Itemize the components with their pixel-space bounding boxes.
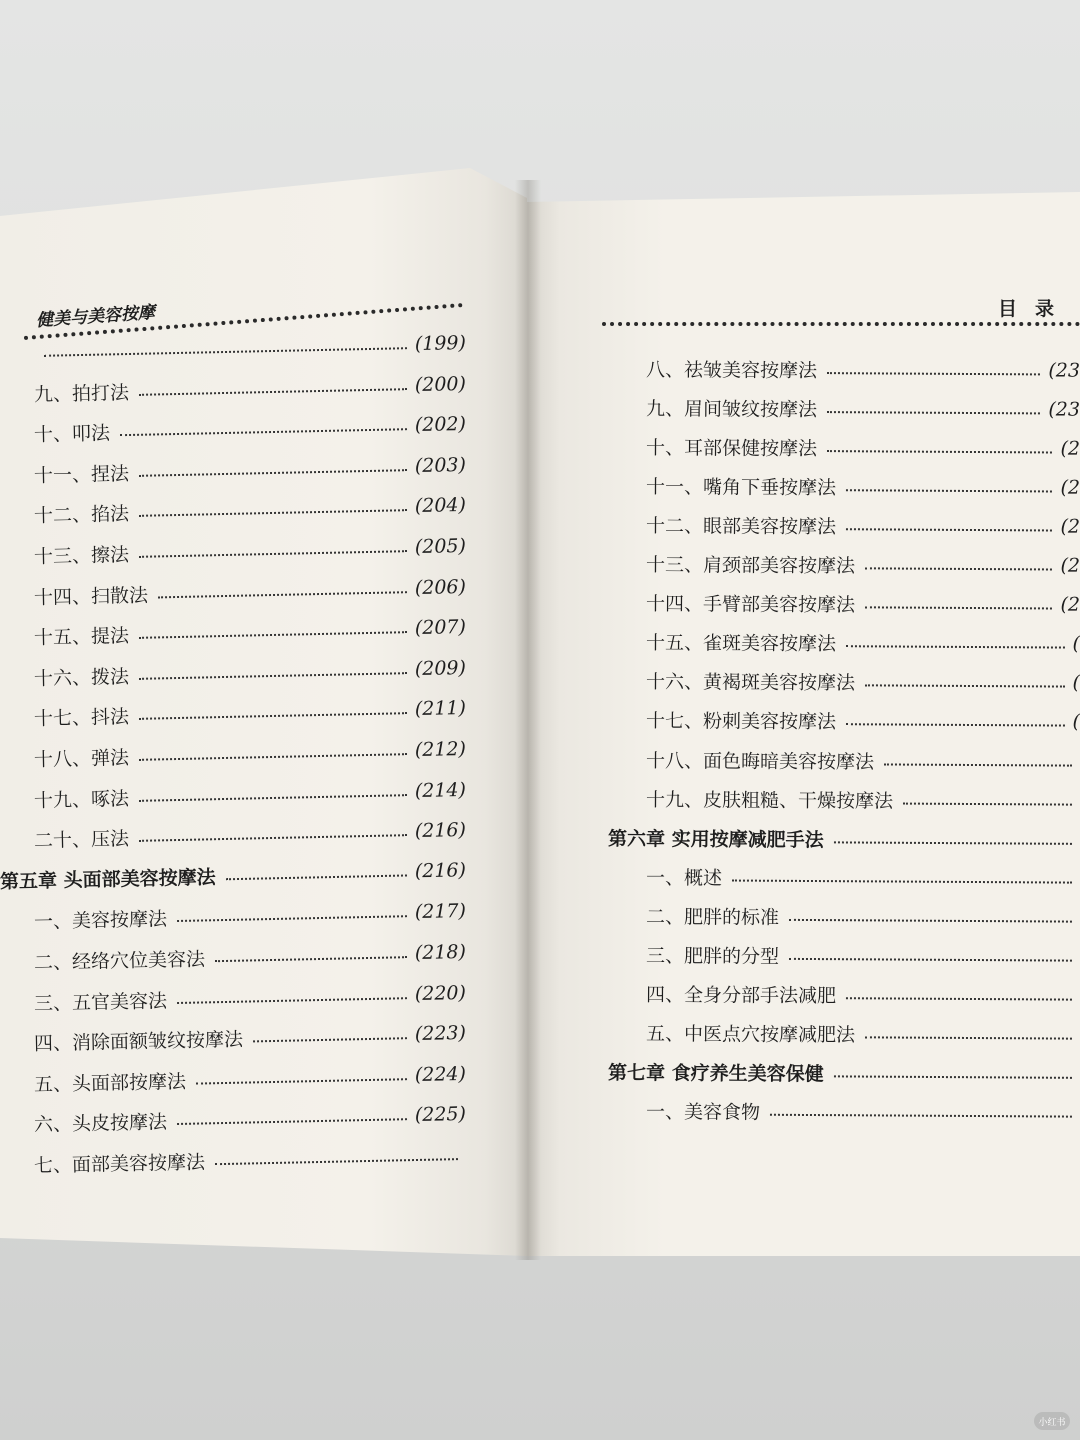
toc-leader-dots — [177, 997, 407, 1004]
right-running-header: 目录 — [998, 298, 1073, 320]
toc-page-number: (2 — [1060, 593, 1080, 616]
toc-entry-title: 第六章 实用按摩减肥手法 — [607, 827, 824, 851]
toc-leader-dots — [865, 607, 1052, 610]
toc-entry — [646, 782, 1080, 817]
toc-entry — [646, 391, 1080, 426]
toc-leader-dots — [215, 1158, 458, 1165]
toc-page-number: (2 — [1060, 437, 1080, 460]
toc-entry-title: 十八、面色晦暗美容按摩法 — [645, 749, 875, 773]
book-gutter — [515, 180, 541, 1260]
toc-page-number: (199) — [414, 331, 467, 356]
toc-leader-dots — [834, 1075, 1072, 1078]
toc-entry — [646, 703, 1080, 738]
toc-leader-dots — [903, 802, 1072, 805]
toc-leader-dots — [139, 631, 407, 639]
toc-entry-title: 十九、皮肤粗糙、干燥按摩法 — [645, 788, 894, 812]
toc-entry-title: 十三、肩颈部美容按摩法 — [645, 553, 856, 578]
toc-entry-title: 十二、掐法 — [33, 502, 130, 527]
toc-leader-dots — [196, 1078, 407, 1084]
toc-leader-dots — [44, 347, 407, 357]
toc-entry-title: 十八、弹法 — [33, 746, 130, 771]
toc-page-number: (203) — [414, 453, 467, 477]
toc-leader-dots — [139, 753, 407, 761]
toc-page-number: (223) — [414, 1022, 467, 1046]
toc-leader-dots — [789, 919, 1072, 923]
toc-entry-title: 四、全身分部手法减肥 — [645, 983, 837, 1007]
toc-entry-title: 五、中医点穴按摩减肥法 — [645, 1022, 856, 1046]
toc-entry — [646, 664, 1080, 699]
toc-leader-dots — [139, 469, 407, 477]
toc-entry-title: 三、肥胖的分型 — [645, 944, 780, 968]
toc-entry-title: 十六、黄褐斑美容按摩法 — [645, 670, 856, 695]
toc-entry-title: 一、美容食物 — [645, 1100, 761, 1124]
toc-entry-title: 十七、抖法 — [33, 705, 130, 730]
right-header-rule — [602, 322, 1080, 326]
toc-page-number: (206) — [414, 575, 467, 599]
toc-page-number: ( — [1072, 671, 1080, 695]
toc-leader-dots — [215, 956, 407, 962]
toc-chapter-entry — [608, 1055, 1080, 1090]
toc-entry — [646, 469, 1080, 504]
toc-leader-dots — [139, 713, 407, 721]
watermark-badge: 小红书 — [1034, 1412, 1070, 1430]
toc-page-number: (216) — [414, 819, 467, 843]
toc-leader-dots — [846, 997, 1072, 1000]
toc-entry-title: 十九、啄法 — [33, 787, 130, 812]
toc-entry-title: 十六、拨法 — [33, 665, 130, 690]
toc-leader-dots — [846, 646, 1065, 649]
toc-entry-title: 十五、提法 — [33, 624, 130, 649]
toc-entry — [646, 860, 1080, 895]
toc-page-number: ( — [1072, 711, 1080, 734]
toc-page-number: (205) — [414, 534, 467, 559]
toc-page-number: (204) — [414, 494, 467, 518]
toc-leader-dots — [139, 388, 407, 396]
toc-entry — [646, 938, 1080, 973]
toc-page-number: (2 — [1060, 476, 1080, 499]
toc-entry-title: 第七章 食疗养生美容保健 — [607, 1061, 824, 1085]
toc-page-number: (23 — [1048, 359, 1080, 382]
toc-leader-dots — [827, 450, 1052, 453]
toc-entry-title: 一、美容按摩法 — [33, 908, 168, 933]
toc-entry-title: 九、拍打法 — [33, 381, 130, 406]
toc-entry — [646, 430, 1080, 465]
toc-entry-title: 三、五官美容法 — [33, 989, 168, 1015]
toc-leader-dots — [139, 550, 407, 558]
toc-entry — [646, 352, 1080, 387]
toc-entry-title: 十、耳部保健按摩法 — [645, 436, 818, 460]
toc-entry-title: 十三、擦法 — [33, 543, 130, 568]
toc-page-number: (207) — [414, 616, 467, 640]
toc-page-number: (218) — [414, 940, 467, 965]
toc-chapter-entry — [608, 821, 1080, 856]
toc-leader-dots — [253, 1037, 407, 1042]
toc-entry-title: 十四、扫散法 — [33, 583, 149, 609]
toc-entry — [646, 586, 1080, 621]
toc-leader-dots — [226, 874, 407, 880]
toc-leader-dots — [846, 489, 1052, 492]
toc-page-number: (216) — [414, 859, 467, 883]
toc-entry-title: 五、头面部按摩法 — [33, 1070, 187, 1096]
toc-entry-title: 六、头皮按摩法 — [33, 1111, 168, 1136]
toc-entry-title: 九、眉间皱纹按摩法 — [645, 397, 818, 421]
toc-entry-title: 十四、手臂部美容按摩法 — [645, 592, 856, 617]
toc-page-number: (224) — [414, 1062, 467, 1086]
toc-leader-dots — [827, 411, 1040, 414]
toc-leader-dots — [732, 879, 1072, 883]
left-running-header: 健美与美容按摩 — [35, 302, 156, 331]
toc-leader-dots — [177, 1119, 407, 1126]
toc-entry-title: 十一、捏法 — [33, 462, 130, 487]
toc-page-number: (202) — [414, 413, 467, 437]
toc-entry — [646, 743, 1080, 778]
toc-entry-title: 二、经络穴位美容法 — [33, 947, 206, 974]
toc-page-number: (217) — [414, 900, 467, 924]
toc-page-number: ( — [1072, 632, 1080, 655]
toc-page-number: (2 — [1060, 515, 1080, 538]
toc-entry-title: 十、叩法 — [33, 422, 111, 446]
toc-page-number: (225) — [414, 1103, 467, 1127]
toc-page-number: (214) — [414, 778, 467, 802]
toc-leader-dots — [789, 958, 1072, 962]
toc-leader-dots — [884, 763, 1072, 766]
toc-leader-dots — [827, 372, 1040, 375]
toc-entry — [646, 547, 1080, 582]
toc-entry — [646, 625, 1080, 660]
toc-page-number: (220) — [414, 981, 467, 1005]
toc-leader-dots — [865, 685, 1065, 688]
toc-leader-dots — [139, 672, 407, 680]
toc-leader-dots — [846, 528, 1052, 531]
toc-entry — [646, 1094, 1080, 1129]
toc-page-number: (2 — [1060, 554, 1080, 577]
toc-leader-dots — [770, 1114, 1072, 1118]
toc-entry-title: 八、祛皱美容按摩法 — [645, 358, 818, 382]
toc-entry — [646, 977, 1080, 1012]
toc-leader-dots — [846, 724, 1065, 727]
toc-entry — [646, 899, 1080, 934]
toc-leader-dots — [139, 794, 407, 802]
toc-entry-title: 二、肥胖的标准 — [645, 905, 780, 928]
toc-entry-title: 十五、雀斑美容按摩法 — [645, 631, 837, 656]
toc-entry-title: 十二、眼部美容按摩法 — [645, 514, 837, 538]
toc-page-number: (211) — [414, 697, 467, 721]
toc-entry-title: 四、消除面额皱纹按摩法 — [33, 1028, 244, 1055]
toc-page-number: (200) — [414, 372, 467, 396]
toc-page-number: (23 — [1048, 398, 1080, 421]
toc-leader-dots — [120, 428, 407, 436]
toc-leader-dots — [177, 916, 407, 923]
toc-page-number: (209) — [414, 656, 467, 680]
toc-leader-dots — [865, 568, 1052, 571]
toc-entry — [646, 1016, 1080, 1051]
toc-page-number: (212) — [414, 737, 467, 762]
toc-entry-title: 七、面部美容按摩法 — [33, 1150, 206, 1177]
toc-entry-title: 二十、压法 — [33, 827, 130, 852]
toc-leader-dots — [139, 834, 407, 842]
toc-leader-dots — [834, 841, 1072, 844]
toc-leader-dots — [139, 510, 407, 518]
toc-entry-title: 十一、嘴角下垂按摩法 — [645, 475, 837, 499]
toc-leader-dots — [865, 1036, 1072, 1039]
toc-entry-title: 第五章 头面部美容按摩法 — [0, 865, 216, 893]
toc-entry-title: 十七、粉刺美容按摩法 — [645, 709, 837, 734]
toc-entry — [646, 508, 1080, 543]
toc-leader-dots — [158, 591, 407, 598]
toc-entry-title: 一、概述 — [645, 866, 723, 889]
